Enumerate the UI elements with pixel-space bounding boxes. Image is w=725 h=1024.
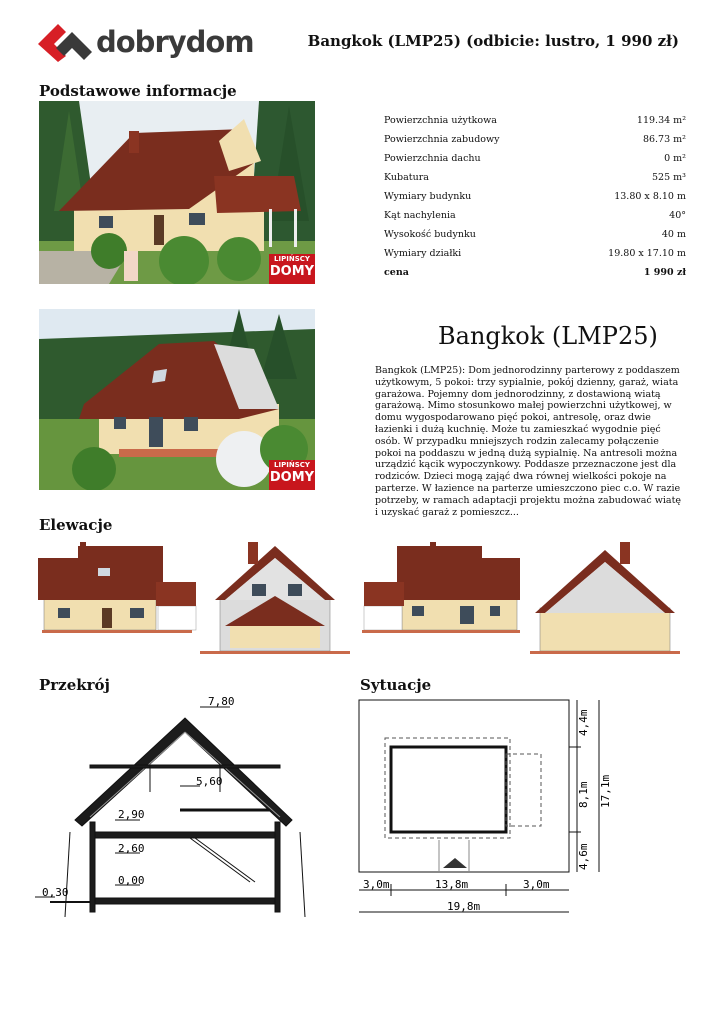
- elevation-side-right: [530, 538, 680, 658]
- spec-row: [384, 225, 686, 244]
- site-dim-4-4m: 4,4m: [577, 709, 590, 736]
- spec-value: 13.80 x 8.10 m: [614, 191, 686, 202]
- badge-line1: LIPIŃSCY: [274, 461, 310, 469]
- elevation-front: [38, 540, 198, 640]
- spec-value: 86.73 m²: [642, 134, 686, 145]
- spec-row: [384, 111, 686, 130]
- spec-row: [384, 187, 686, 206]
- site-dim-8-1m: 8,1m: [577, 781, 590, 808]
- project-name: Bangkok (LMP25): [438, 322, 658, 350]
- house-photo-front: [39, 101, 315, 284]
- site-plan-drawing: [355, 692, 617, 928]
- specs-table: [384, 111, 686, 282]
- site-dim-3m-right: 3,0m: [523, 878, 550, 891]
- spec-label: Powierzchnia użytkowa: [384, 115, 497, 126]
- spec-row: [384, 149, 686, 168]
- spec-label: Powierzchnia zabudowy: [384, 134, 500, 145]
- spec-value: 525 m³: [652, 172, 686, 183]
- elevation-side-left: [200, 538, 350, 658]
- section-title-basic-info: Podstawowe informacje: [39, 82, 237, 100]
- badge-line2: DOMY: [269, 470, 315, 485]
- spec-row-price: [384, 263, 686, 282]
- spec-label: Kąt nachylenia: [384, 210, 456, 221]
- site-dim-3m-left: 3,0m: [363, 878, 390, 891]
- spec-label: Wymiary budynku: [384, 191, 472, 202]
- spec-value: 40 m: [661, 229, 686, 240]
- height-label-780: 7,80: [208, 695, 235, 708]
- spec-label: Wymiary działki: [384, 248, 462, 259]
- project-description: Bangkok (LMP25): Dom jednorodzinny parterowy z poddaszem użytkowym, 5 pokoi: trzy sypialnie, pokój dzienny, garaż, wiata garażowa. Pojemny dom jednorodzinny, z dostawioną wiatą garażową. Mimo stosunkowo małej powierzchni użytkowej, w domu wygospodarowano pięć pokoi, antresolę, oraz dwie łazienki i dużą kuchnię. Może tu zamieszkać wygodnie pięć osób. W przypadku mniejszych rodzin zalecamy połączenie pokoi na poddaszu w jedną dużą sypialnię. Na antresoli można urządzić kącik wypoczynkowy. Poddasze przeznaczone jest dla rodziców. Dzieci mogą zająć dwa równej wielkości pokoje na parterze. W łazience na parterze umieszczono piec c.o. W razie potrzeby, w ramach adaptacji projektu można zabudować wiatę i uzyskać garaż z pomieszcz...: [375, 365, 682, 518]
- site-dim-17-1m: 17,1m: [599, 774, 612, 808]
- site-dim-19-8m: 19,8m: [447, 900, 481, 913]
- height-label-030: 0,30: [42, 886, 69, 899]
- logo-mark-icon: [36, 22, 96, 64]
- logo-text: dobrydom: [96, 25, 254, 59]
- spec-row: [384, 168, 686, 187]
- height-label-290: 2,90: [118, 808, 145, 821]
- spec-label: cena: [384, 267, 409, 278]
- elevation-rear: [362, 540, 522, 640]
- spec-value: 1 990 zł: [643, 267, 686, 278]
- cross-section-drawing: [30, 692, 340, 928]
- section-title-cross-section: Przekrój: [39, 676, 110, 694]
- spec-row: [384, 130, 686, 149]
- height-label-260: 2,60: [118, 842, 145, 855]
- badge-line2: DOMY: [269, 264, 315, 279]
- height-label-560: 5,60: [196, 775, 223, 788]
- spec-label: Wysokość budynku: [384, 229, 476, 240]
- spec-row: [384, 244, 686, 263]
- height-label-000: 0,00: [118, 874, 145, 887]
- spec-value: 119.34 m²: [636, 115, 686, 126]
- spec-label: Kubatura: [384, 172, 429, 183]
- section-title-elevations: Elewacje: [39, 516, 113, 534]
- lipinscy-domy-badge: [269, 254, 315, 284]
- page-title: Bangkok (LMP25) (odbicie: lustro, 1 990 zł): [307, 32, 679, 50]
- house-photo-rear: [39, 309, 315, 490]
- spec-row: [384, 206, 686, 225]
- section-title-site: Sytuacje: [360, 676, 432, 694]
- spec-value: 40°: [669, 210, 686, 221]
- lipinscy-domy-badge: [269, 460, 315, 490]
- spec-value: 0 m²: [664, 153, 686, 164]
- spec-value: 19.80 x 17.10 m: [608, 248, 686, 259]
- badge-line1: LIPIŃSCY: [274, 255, 310, 263]
- spec-label: Powierzchnia dachu: [384, 153, 481, 164]
- site-dim-4-6m: 4,6m: [577, 843, 590, 870]
- site-dim-13-8m: 13,8m: [435, 878, 469, 891]
